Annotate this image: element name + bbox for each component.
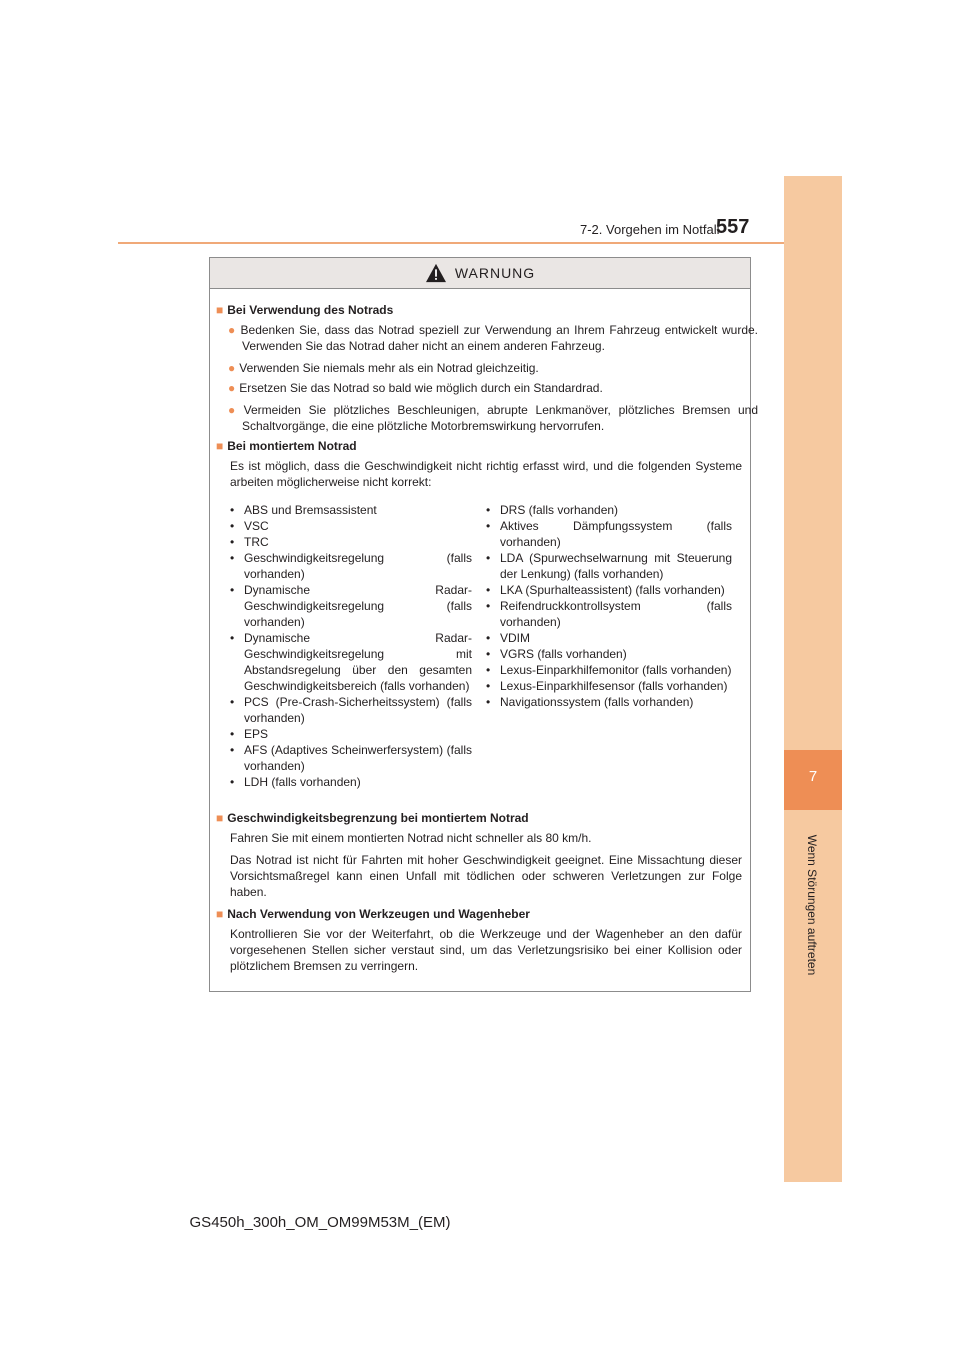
square-bullet-icon: ■ bbox=[216, 439, 224, 453]
list-item: • ABS und Bremsassistent bbox=[230, 502, 472, 518]
header-rule bbox=[118, 242, 784, 244]
heading-text: Geschwindigkeitsbegrenzung bei montiertem Notrad bbox=[227, 811, 529, 825]
paragraph: Kontrollieren Sie vor der Weiterfahrt, ob die Werkzeuge und der Wagenheber an den dafür vorgesehenen Stellen sicher verstaut sind, um das Verletzungsrisiko bei einer Kollision oder plötzlichem Bremsen zu verringern. bbox=[230, 927, 742, 973]
heading-text: Bei montiertem Notrad bbox=[227, 439, 357, 453]
chapter-side-tab bbox=[784, 176, 842, 1182]
section-heading bbox=[216, 438, 357, 454]
warning-box bbox=[209, 257, 759, 992]
list-item: • VGRS (falls vorhanden) bbox=[486, 646, 732, 662]
bullet-item bbox=[228, 360, 758, 376]
heading-text: Nach Verwendung von Werkzeugen und Wagenheber bbox=[227, 907, 530, 921]
bullet-item bbox=[228, 380, 758, 396]
square-bullet-icon: ■ bbox=[216, 303, 224, 317]
bullet-text: Verwenden Sie niemals mehr als ein Notrad gleichzeitig. bbox=[239, 361, 539, 375]
list-item: • VDIM bbox=[486, 630, 732, 646]
warning-header bbox=[210, 258, 750, 289]
bullet-text: Vermeiden Sie plötzliches Beschleunigen, abrupte Lenkmanöver, plötzliches Bremsen und Schaltvorgänge, die eine plötzliche Motorbremswirkung hervorrufen. bbox=[242, 403, 759, 433]
chapter-number: 7 bbox=[808, 768, 818, 785]
list-item: • LDH (falls vorhanden) bbox=[230, 774, 472, 790]
list-item: • EPS bbox=[230, 726, 472, 742]
list-item: • VSC bbox=[230, 518, 472, 534]
section-heading bbox=[216, 906, 530, 922]
list-item: • AFS (Adaptives Scheinwerfersystem) (falls vorhanden) bbox=[230, 742, 472, 774]
document-code: GS450h_300h_OM_OM99M53M_(EM) bbox=[189, 1214, 451, 1231]
list-item: • Geschwindigkeitsregelung (falls vorhanden) bbox=[230, 550, 472, 582]
circle-bullet-icon: ● bbox=[228, 403, 240, 417]
system-list-right bbox=[486, 502, 732, 710]
bullet-item bbox=[228, 402, 758, 434]
bullet-text: Bedenken Sie, dass das Notrad speziell zur Verwendung an Ihrem Fahrzeug entwickelt wurde. Verwenden Sie das Notrad daher nicht an einem anderen Fahrzeug. bbox=[240, 323, 758, 353]
section-heading bbox=[216, 302, 393, 318]
warning-triangle-icon bbox=[425, 263, 447, 283]
list-item: • PCS (Pre-Crash-Sicherheitssystem) (falls vorhanden) bbox=[230, 694, 472, 726]
list-item: • Lexus-Einparkhilfemonitor (falls vorhanden) bbox=[486, 662, 732, 678]
list-item: • Dynamische Radar-Geschwindigkeitsregelung (falls vorhanden) bbox=[230, 582, 472, 630]
list-item: • DRS (falls vorhanden) bbox=[486, 502, 732, 518]
bullet-item bbox=[228, 322, 758, 354]
square-bullet-icon: ■ bbox=[216, 811, 224, 825]
circle-bullet-icon: ● bbox=[228, 323, 237, 337]
circle-bullet-icon: ● bbox=[228, 361, 236, 375]
section-heading bbox=[216, 810, 529, 826]
paragraph: Das Notrad ist nicht für Fahrten mit hoher Geschwindigkeit geeignet. Eine Missachtung dieser Vorsichtsmaßregel kann einen Unfall mit tödlichen oder schweren Verletzungen zur Folge haben. bbox=[230, 853, 742, 899]
chapter-label: Wenn Störungen auftreten bbox=[805, 834, 819, 976]
list-item: • LKA (Spurhalteassistent) (falls vorhanden) bbox=[486, 582, 732, 598]
page-number: 557 bbox=[716, 216, 750, 238]
list-item: • Navigationssystem (falls vorhanden) bbox=[486, 694, 732, 710]
warning-title: WARNUNG bbox=[454, 265, 536, 281]
list-item: • Dynamische Radar-Geschwindigkeitsregelung mit Abstandsregelung über den gesamten Geschwindigkeitsbereich (falls vorhanden) bbox=[230, 630, 472, 694]
system-list-left bbox=[230, 502, 472, 790]
list-item: • Lexus-Einparkhilfesensor (falls vorhanden) bbox=[486, 678, 732, 694]
paragraph: Fahren Sie mit einem montierten Notrad nicht schneller als 80 km/h. bbox=[230, 831, 592, 845]
heading-text: Bei Verwendung des Notrads bbox=[227, 303, 394, 317]
list-item: • Reifendruckkontrollsystem (falls vorhanden) bbox=[486, 598, 732, 630]
paragraph: Es ist möglich, dass die Geschwindigkeit nicht richtig erfasst wird, und die folgenden Systeme arbeiten möglicherweise nicht korrekt: bbox=[230, 459, 742, 489]
list-item: • LDA (Spurwechselwarnung mit Steuerung der Lenkung) (falls vorhanden) bbox=[486, 550, 732, 582]
list-item: • TRC bbox=[230, 534, 472, 550]
square-bullet-icon: ■ bbox=[216, 907, 224, 921]
section-title: 7-2. Vorgehen im Notfall bbox=[580, 222, 720, 237]
bullet-text: Ersetzen Sie das Notrad so bald wie möglich durch ein Standardrad. bbox=[239, 381, 603, 395]
list-item: • Aktives Dämpfungssystem (falls vorhanden) bbox=[486, 518, 732, 550]
circle-bullet-icon: ● bbox=[228, 381, 236, 395]
